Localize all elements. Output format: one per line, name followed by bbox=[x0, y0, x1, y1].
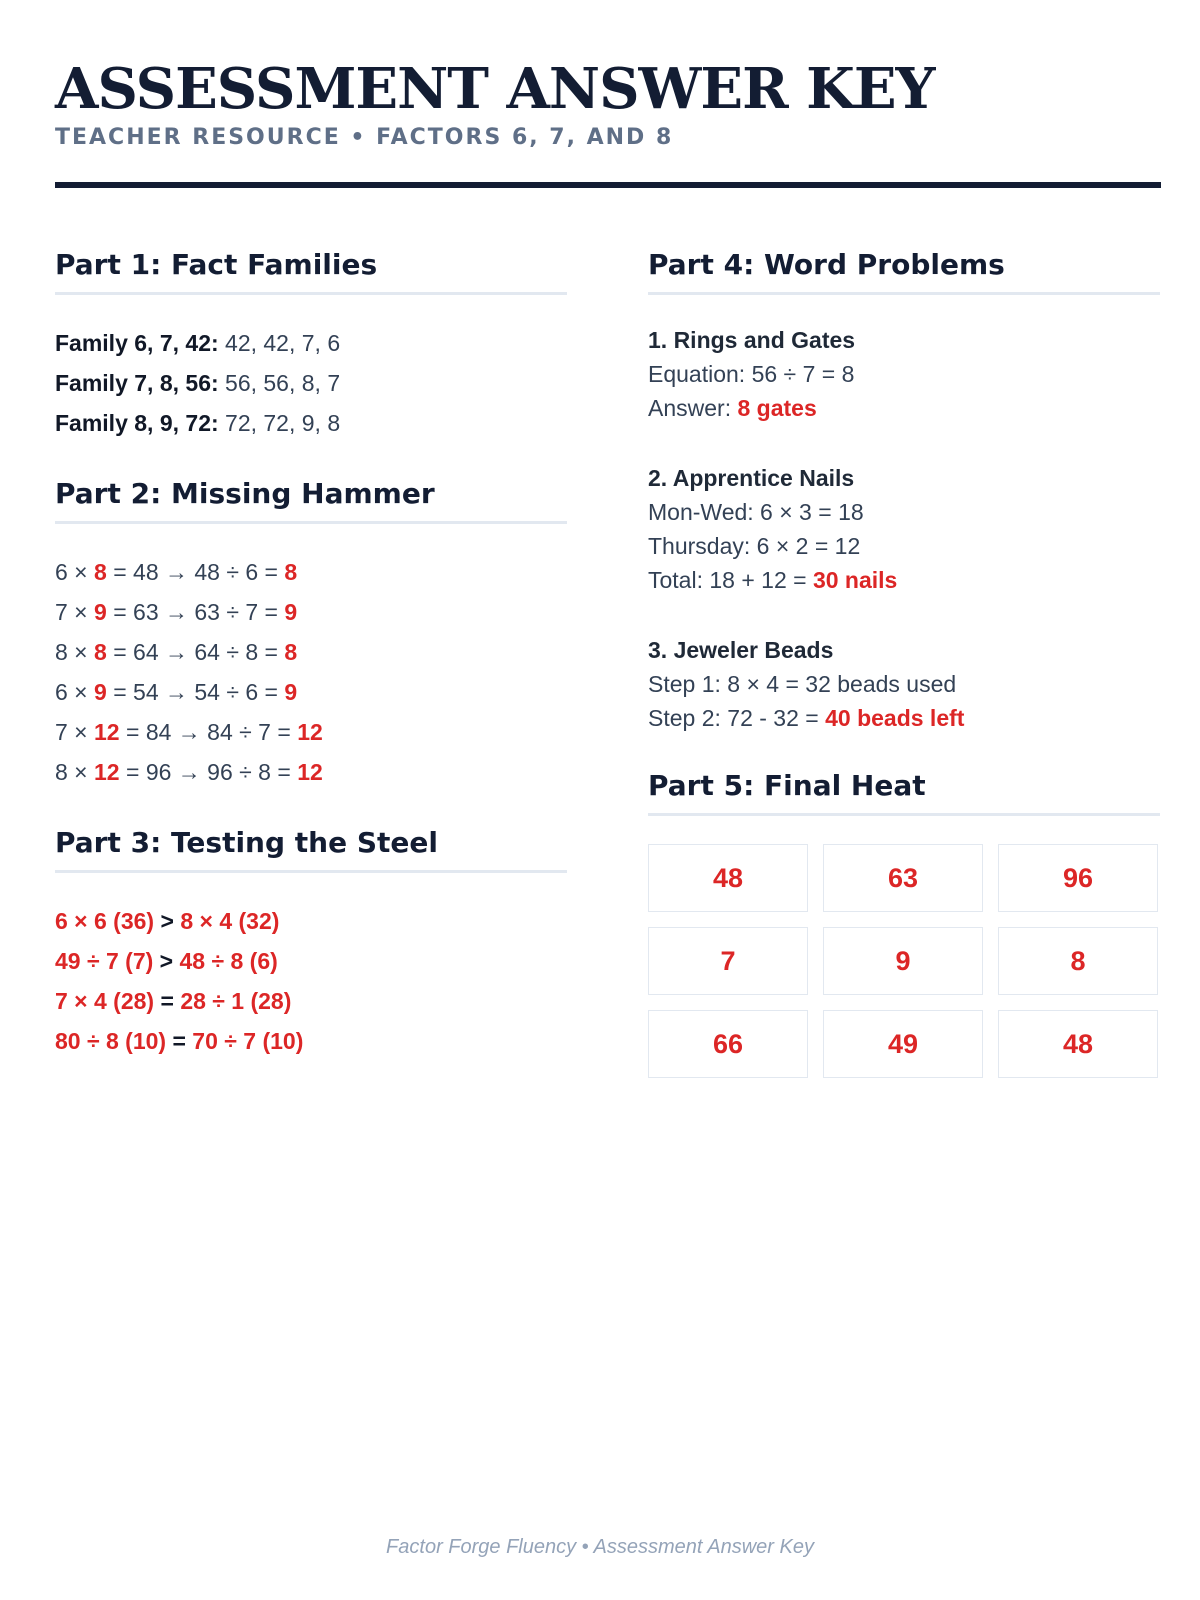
answer-prefix: Total: 18 + 12 = bbox=[648, 567, 813, 593]
fact-family-label: Family 7, 8, 56: bbox=[55, 370, 219, 396]
missing-factor: 9 bbox=[94, 679, 107, 705]
answer-cell: 48 bbox=[648, 844, 808, 912]
fact-family-label: Family 8, 9, 72: bbox=[55, 410, 219, 436]
answer-prefix: Step 2: 72 - 32 = bbox=[648, 705, 826, 731]
comparison-left: 80 ÷ 8 (10) bbox=[55, 1028, 167, 1054]
problem-answer: 30 nails bbox=[812, 567, 898, 593]
problem-answer: 8 gates bbox=[737, 395, 817, 421]
final-heat-grid bbox=[648, 844, 1160, 1078]
comparison-right: 48 ÷ 8 (6) bbox=[179, 948, 278, 974]
page-footer: Factor Forge Fluency • Assessment Answer Key bbox=[386, 1536, 814, 1558]
fact-family-answers: 42, 42, 7, 6 bbox=[218, 330, 341, 356]
right-column bbox=[648, 246, 1160, 1110]
part5-title: Part 5: Final Heat bbox=[648, 767, 1160, 816]
comparison-row bbox=[55, 901, 567, 941]
equation-start: 7 × bbox=[55, 719, 95, 745]
equation-middle: = 48 → 48 ÷ 6 = bbox=[106, 559, 285, 585]
quotient-answer: 8 bbox=[284, 559, 298, 585]
comparison-operator: = bbox=[166, 1028, 193, 1054]
comparison-row bbox=[55, 941, 567, 981]
part1-list bbox=[55, 323, 567, 443]
equation-middle: = 96 → 96 ÷ 8 = bbox=[119, 759, 298, 785]
missing-factor: 9 bbox=[94, 599, 107, 625]
missing-factor-row bbox=[55, 752, 567, 792]
part4-title: Part 4: Word Problems bbox=[648, 246, 1160, 295]
problem-answer: 40 beads left bbox=[825, 705, 965, 731]
comparison-left: 7 × 4 (28) bbox=[55, 988, 155, 1014]
part1-section bbox=[55, 246, 567, 443]
left-column bbox=[55, 246, 567, 1093]
part3-section bbox=[55, 824, 567, 1061]
part4-section bbox=[648, 246, 1160, 735]
problem-title: 2. Apprentice Nails bbox=[648, 465, 855, 491]
missing-factor: 12 bbox=[94, 719, 120, 745]
quotient-answer: 12 bbox=[297, 719, 323, 745]
missing-factor-row bbox=[55, 592, 567, 632]
equation-start: 7 × bbox=[55, 599, 95, 625]
quotient-answer: 9 bbox=[284, 599, 298, 625]
part3-title: Part 3: Testing the Steel bbox=[55, 824, 567, 873]
fact-family-answers: 72, 72, 9, 8 bbox=[218, 410, 341, 436]
comparison-right: 28 ÷ 1 (28) bbox=[180, 988, 292, 1014]
comparison-right: 70 ÷ 7 (10) bbox=[192, 1028, 304, 1054]
problem-work-line: Equation: 56 ÷ 7 = 8 bbox=[648, 361, 855, 387]
comparison-left: 49 ÷ 7 (7) bbox=[55, 948, 154, 974]
fact-family-answers: 56, 56, 8, 7 bbox=[218, 370, 341, 396]
answer-cell: 8 bbox=[998, 927, 1158, 995]
page-header bbox=[55, 56, 1161, 152]
part1-title: Part 1: Fact Families bbox=[55, 246, 567, 295]
equation-start: 6 × bbox=[55, 679, 95, 705]
comparison-row bbox=[55, 1021, 567, 1061]
missing-factor: 8 bbox=[94, 559, 107, 585]
part2-list bbox=[55, 552, 567, 792]
part2-title: Part 2: Missing Hammer bbox=[55, 475, 567, 524]
missing-factor-row bbox=[55, 632, 567, 672]
answer-cell: 49 bbox=[823, 1010, 983, 1078]
equation-start: 6 × bbox=[55, 559, 95, 585]
equation-middle: = 84 → 84 ÷ 7 = bbox=[119, 719, 298, 745]
page-title: ASSESSMENT ANSWER KEY bbox=[55, 56, 935, 122]
fact-family-label: Family 6, 7, 42: bbox=[55, 330, 219, 356]
equation-middle: = 63 → 63 ÷ 7 = bbox=[106, 599, 285, 625]
comparison-operator: = bbox=[154, 988, 181, 1014]
word-problem bbox=[648, 633, 1160, 735]
comparison-operator: > bbox=[154, 908, 181, 934]
equation-middle: = 54 → 54 ÷ 6 = bbox=[106, 679, 285, 705]
problem-answer-line bbox=[648, 391, 1160, 425]
fact-family-row bbox=[55, 363, 567, 403]
quotient-answer: 8 bbox=[284, 639, 298, 665]
header-divider bbox=[55, 182, 1161, 188]
missing-factor: 8 bbox=[94, 639, 107, 665]
page-subtitle: TEACHER RESOURCE • FACTORS 6, 7, AND 8 bbox=[55, 125, 674, 150]
problem-title: 1. Rings and Gates bbox=[648, 327, 856, 353]
problem-answer-line bbox=[648, 701, 1160, 735]
part2-section bbox=[55, 475, 567, 792]
answer-cell: 9 bbox=[823, 927, 983, 995]
missing-factor: 12 bbox=[94, 759, 120, 785]
comparison-row bbox=[55, 981, 567, 1021]
answer-cell: 66 bbox=[648, 1010, 808, 1078]
problem-title: 3. Jeweler Beads bbox=[648, 637, 834, 663]
fact-family-row bbox=[55, 403, 567, 443]
part3-list bbox=[55, 901, 567, 1061]
answer-cell: 63 bbox=[823, 844, 983, 912]
answer-prefix: Answer: bbox=[648, 395, 738, 421]
missing-factor-row bbox=[55, 712, 567, 752]
equation-middle: = 64 → 64 ÷ 8 = bbox=[106, 639, 285, 665]
problem-answer-line bbox=[648, 563, 1160, 597]
word-problem bbox=[648, 461, 1160, 597]
problem-work-line: Mon-Wed: 6 × 3 = 18 bbox=[648, 499, 864, 525]
equation-start: 8 × bbox=[55, 759, 95, 785]
missing-factor-row bbox=[55, 552, 567, 592]
comparison-left: 6 × 6 (36) bbox=[55, 908, 155, 934]
answer-cell: 7 bbox=[648, 927, 808, 995]
quotient-answer: 9 bbox=[284, 679, 298, 705]
missing-factor-row bbox=[55, 672, 567, 712]
quotient-answer: 12 bbox=[297, 759, 323, 785]
problem-work-line: Step 1: 8 × 4 = 32 beads used bbox=[648, 671, 957, 697]
fact-family-row bbox=[55, 323, 567, 363]
comparison-right: 8 × 4 (32) bbox=[180, 908, 280, 934]
problem-work-line: Thursday: 6 × 2 = 12 bbox=[648, 533, 861, 559]
answer-cell: 48 bbox=[998, 1010, 1158, 1078]
word-problem bbox=[648, 323, 1160, 425]
part5-section bbox=[648, 767, 1160, 1078]
equation-start: 8 × bbox=[55, 639, 95, 665]
answer-cell: 96 bbox=[998, 844, 1158, 912]
comparison-operator: > bbox=[153, 948, 180, 974]
